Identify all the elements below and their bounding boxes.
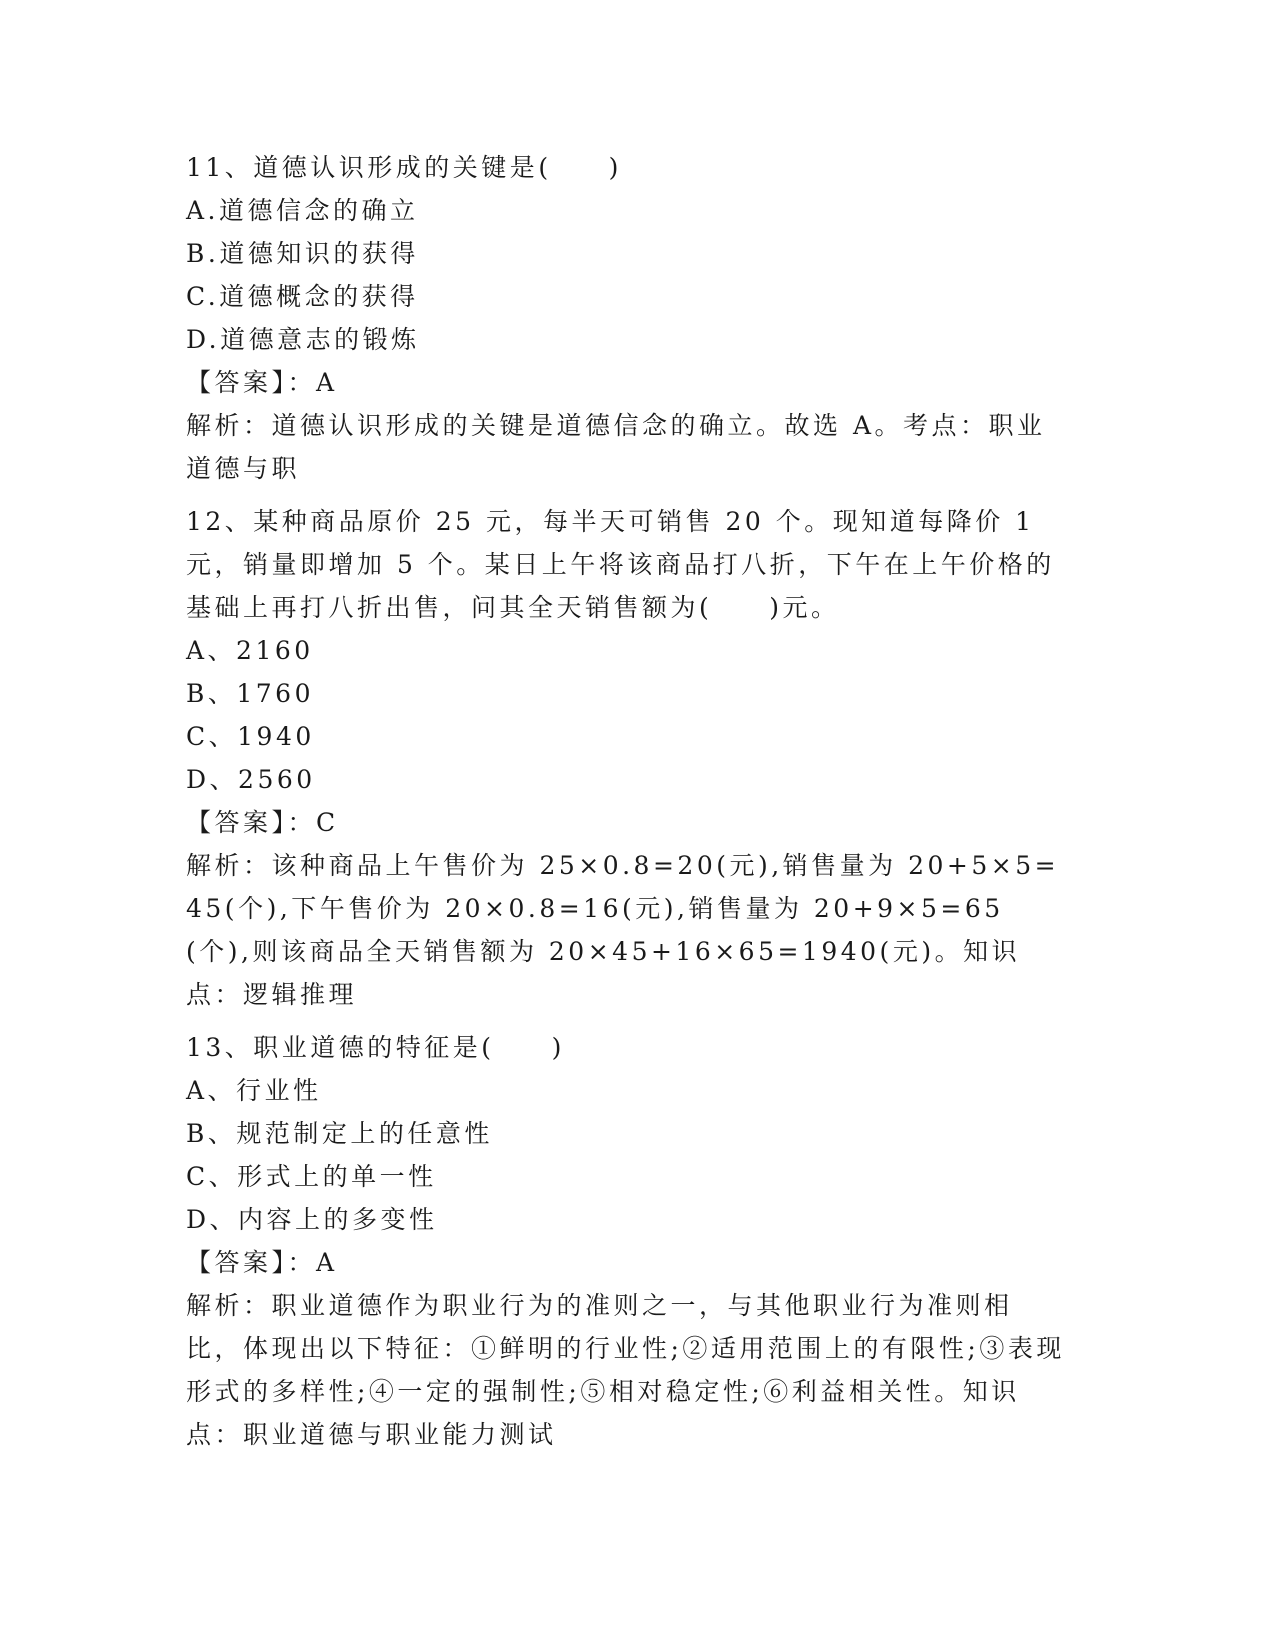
question-stem: 11、道德认识形成的关键是( ) xyxy=(186,153,622,182)
option-a: A、行业性 xyxy=(186,1076,322,1105)
option-b: B、规范制定上的任意性 xyxy=(186,1119,493,1148)
option-c: C、1940 xyxy=(186,722,315,751)
question-11 xyxy=(186,146,1066,490)
answer: 【答案】：A xyxy=(186,368,338,397)
option-a: A、2160 xyxy=(186,636,314,665)
answer: 【答案】：A xyxy=(186,1248,338,1277)
option-c: C、形式上的单一性 xyxy=(186,1162,437,1191)
option-c: C.道德概念的获得 xyxy=(186,282,419,311)
question-stem: 12、某种商品原价 25 元，每半天可销售 20 个。现知道每降价 1 元，销量即增加 5 个。某日上午将该商品打八折，下午在上午价格的基础上再打八折出售，问其全天销售额为( )元。 xyxy=(186,507,1055,622)
answer: 【答案】：C xyxy=(186,808,339,837)
option-b: B、1760 xyxy=(186,679,314,708)
option-d: D、2560 xyxy=(186,765,316,794)
analysis: 解析：职业道德作为职业行为的准则之一，与其他职业行为准则相比，体现出以下特征：①鲜明的行业性;②适用范围上的有限性;③表现形式的多样性;④一定的强制性;⑤相对稳定性;⑥利益相关性。知识点：职业道德与职业能力测试 xyxy=(186,1291,1065,1449)
question-stem: 13、职业道德的特征是( ) xyxy=(186,1033,565,1062)
option-a: A.道德信念的确立 xyxy=(186,196,419,225)
question-list xyxy=(186,146,1066,1466)
option-b: B.道德知识的获得 xyxy=(186,239,419,268)
analysis: 解析：道德认识形成的关键是道德信念的确立。故选 A。考点：职业道德与职 xyxy=(186,411,1046,483)
question-13 xyxy=(186,1026,1066,1456)
option-d: D.道德意志的锻炼 xyxy=(186,325,420,354)
option-d: D、内容上的多变性 xyxy=(186,1205,438,1234)
analysis: 解析：该种商品上午售价为 25×0.8=20(元),销售量为 20+5×5=45(个),下午售价为 20×0.8=16(元),销售量为 20+9×5=65(个),则该商品全天销售额为 20×45+16×65=1940(元)。知识点：逻辑推理 xyxy=(186,851,1060,1009)
question-12 xyxy=(186,500,1066,1016)
